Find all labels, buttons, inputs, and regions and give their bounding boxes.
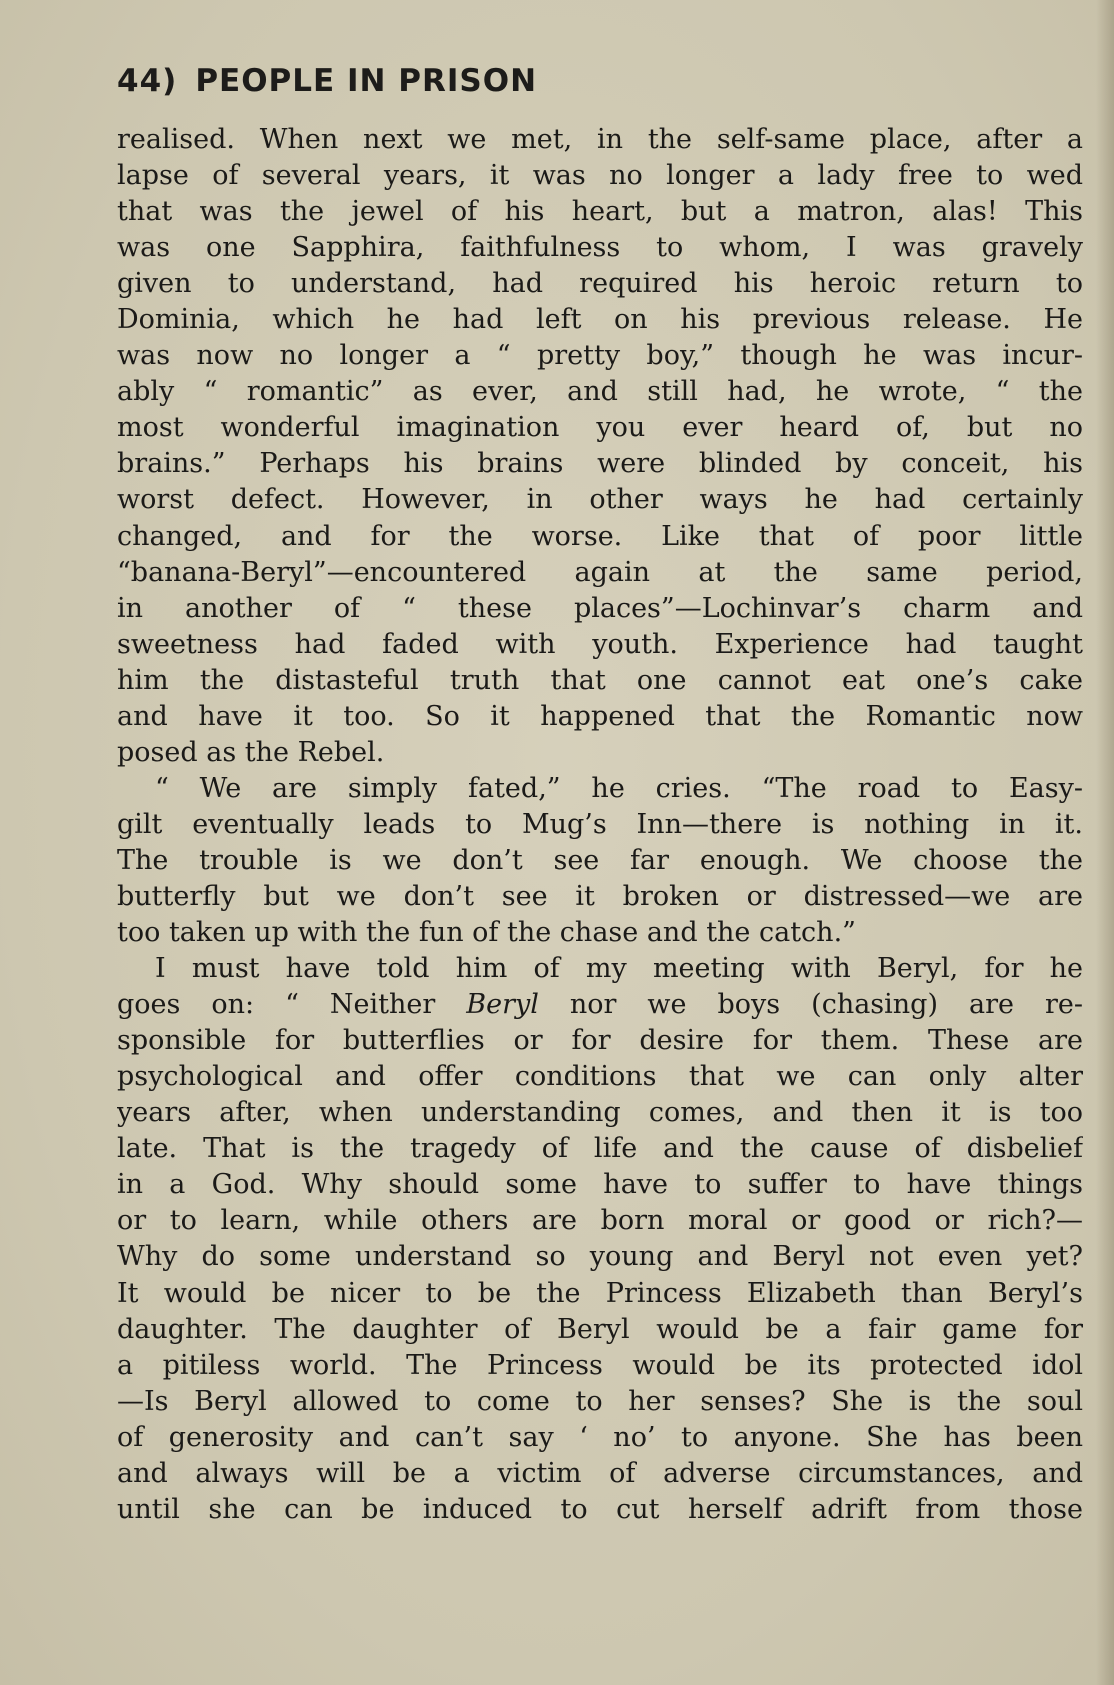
running-title: PEOPLE IN PRISON <box>195 63 538 99</box>
text-line: him the distasteful truth that one cannot eat one’s cake <box>117 664 1083 696</box>
text-segment: goes on: “ Neither <box>117 989 467 1021</box>
text-line: most wonderful imagination you ever heard of, but no <box>117 412 1083 444</box>
text-line: in another of “ these places”—Lochinvar’s charm and <box>117 592 1083 624</box>
text-line: and always will be a victim of adverse circumstances, and <box>117 1457 1083 1489</box>
text-line: butterfly but we don’t see it broken or distressed—we are <box>117 880 1083 912</box>
text-line: of generosity and can’t say ‘ no’ to anyone. She has been <box>117 1421 1083 1453</box>
text-line: “ We are simply fated,” he cries. “The road to Easy- <box>155 772 1083 804</box>
text-line: “banana-Beryl”—encountered again at the same period, <box>117 556 1083 588</box>
text-line: until she can be induced to cut herself adrift from those <box>117 1493 1083 1525</box>
text-line: too taken up with the fun of the chase and the catch.” <box>117 917 856 949</box>
text-line-with-italic <box>117 987 1083 1023</box>
page-edge-shadow <box>1096 0 1114 1685</box>
text-line: given to understand, had required his heroic return to <box>117 268 1083 300</box>
text-line: that was the jewel of his heart, but a matron, alas! This <box>117 196 1083 228</box>
text-line: I must have told him of my meeting with Beryl, for he <box>155 953 1083 985</box>
text-line: posed as the Rebel. <box>117 736 385 768</box>
text-line: realised. When next we met, in the self-same place, after a <box>117 124 1083 155</box>
text-line: and have it too. So it happened that the Romantic now <box>117 700 1083 732</box>
text-line: Why do some understand so young and Beryl not even yet? <box>117 1241 1083 1273</box>
text-line: sweetness had faded with youth. Experience had taught <box>117 628 1083 660</box>
text-line: psychological and offer conditions that we can only alter <box>117 1061 1083 1093</box>
text-line: worst defect. However, in other ways he had certainly <box>117 484 1083 516</box>
text-line: The trouble is we don’t see far enough. We choose the <box>117 844 1083 876</box>
text-line: or to learn, while others are born moral or good or rich?— <box>117 1205 1083 1237</box>
text-line: a pitiless world. The Princess would be its protected idol <box>117 1349 1083 1381</box>
text-segment: nor we boys (chasing) are re- <box>538 989 1083 1021</box>
page-header <box>117 63 537 99</box>
text-line: changed, and for the worse. Like that of poor little <box>117 520 1083 552</box>
text-line: late. That is the tragedy of life and the cause of disbelief <box>117 1133 1083 1165</box>
text-line: It would be nicer to be the Princess Elizabeth than Beryl’s <box>117 1277 1083 1309</box>
page-number: 44) <box>117 63 178 99</box>
text-line: Dominia, which he had left on his previous release. He <box>117 304 1083 336</box>
body-text <box>117 122 1083 1528</box>
text-line: daughter. The daughter of Beryl would be a fair game for <box>117 1313 1083 1345</box>
text-line: sponsible for butterflies or for desire for them. These are <box>117 1025 1083 1057</box>
italic-name: Beryl <box>466 989 539 1021</box>
text-line: years after, when understanding comes, and then it is too <box>117 1097 1083 1129</box>
text-line: was one Sapphira, faithfulness to whom, I was gravely <box>117 232 1083 264</box>
text-line: in a God. Why should some have to suffer to have things <box>117 1169 1083 1201</box>
text-line: —Is Beryl allowed to come to her senses? She is the soul <box>117 1385 1083 1417</box>
text-line: ably “ romantic” as ever, and still had, he wrote, “ the <box>117 376 1083 408</box>
text-line: gilt eventually leads to Mug’s Inn—there is nothing in it. <box>117 808 1083 840</box>
text-line: was now no longer a “ pretty boy,” though he was incur- <box>117 340 1083 372</box>
text-line: brains.” Perhaps his brains were blinded by conceit, his <box>117 448 1083 480</box>
text-line: lapse of several years, it was no longer a lady free to wed <box>117 160 1083 192</box>
